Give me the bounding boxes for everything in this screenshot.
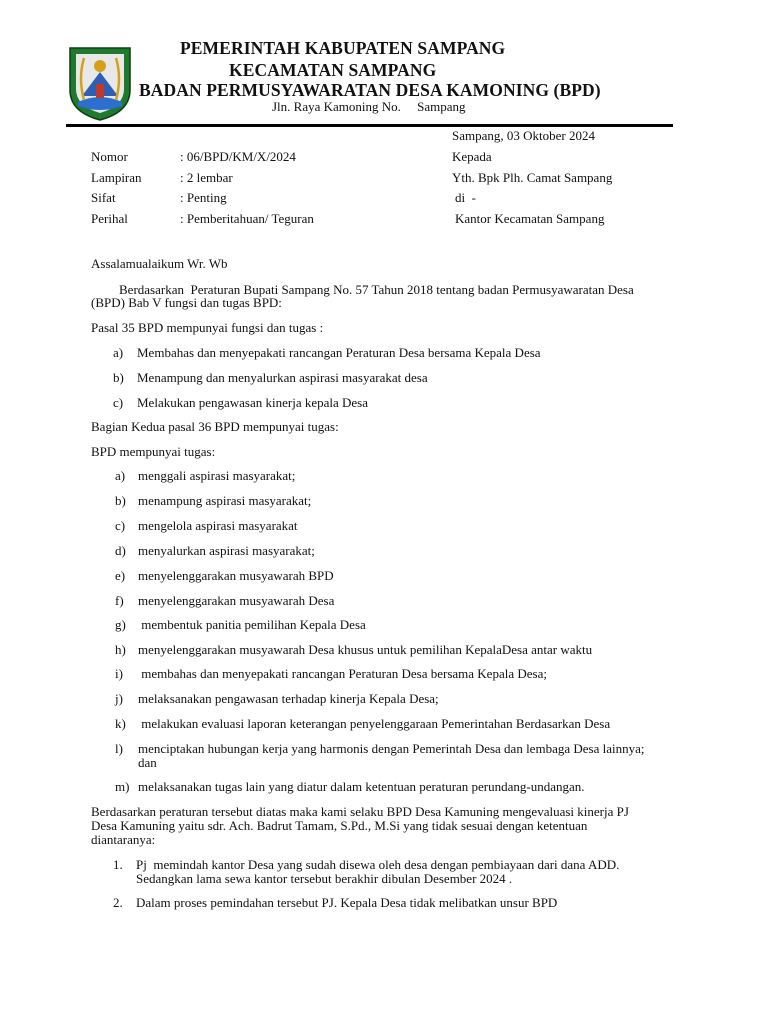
list-item: membentuk panitia pemilihan Kepala Desa	[138, 617, 366, 632]
list-item: Menampung dan menyalurkan aspirasi masyarakat desa	[137, 370, 428, 385]
letterhead-divider	[66, 124, 673, 127]
greeting: Assalamualaikum Wr. Wb	[91, 256, 228, 271]
list-marker: a)	[115, 468, 126, 483]
meta-value: : Pemberitahuan/ Teguran	[180, 211, 314, 226]
list-item: menyelenggarakan musyawarah Desa khusus untuk pemilihan KepalaDesa antar waktu	[138, 642, 593, 657]
paragraph-line: diantaranya:	[91, 832, 156, 847]
list-item: menggali aspirasi masyarakat;	[138, 468, 296, 483]
meta-label: Lampiran	[91, 170, 142, 185]
list-marker: k)	[115, 716, 126, 731]
list-item: membahas dan menyepakati rancangan Peraturan Desa bersama Kepala Desa;	[138, 666, 547, 681]
list-marker: m)	[115, 779, 130, 794]
list-marker: b)	[115, 493, 126, 508]
list-marker: i)	[115, 666, 123, 681]
list-item: menampung aspirasi masyarakat;	[138, 493, 312, 508]
meta-value: : Penting	[180, 190, 227, 205]
meta-label: Sifat	[91, 190, 116, 205]
recipient-line: Kepada	[452, 149, 492, 164]
letterhead-line3: BADAN PERMUSYAWARATAN DESA KAMONING (BPD)	[139, 80, 601, 100]
list-marker: 2.	[113, 895, 123, 910]
meta-value: : 06/BPD/KM/X/2024	[180, 149, 296, 164]
list-marker: g)	[115, 617, 126, 632]
letter-date: Sampang, 03 Oktober 2024	[452, 128, 595, 143]
list-marker: h)	[115, 642, 126, 657]
list-marker: a)	[113, 345, 124, 360]
list-item-cont: Sedangkan lama sewa kantor tersebut berakhir dibulan Desember 2024 .	[136, 871, 513, 886]
list-marker: b)	[113, 370, 124, 385]
list-marker: c)	[113, 395, 124, 410]
list-item: melakukan evaluasi laporan keterangan penyelenggaraan Pemerintahan Berdasarkan Desa	[138, 716, 611, 731]
letterhead-line1: PEMERINTAH KABUPATEN SAMPANG	[180, 38, 506, 58]
list-marker: f)	[115, 593, 124, 608]
recipient-line: di -	[455, 190, 476, 205]
list-marker: c)	[115, 518, 126, 533]
list-item: menyelenggarakan musyawarah Desa	[138, 593, 335, 608]
list-item-cont: dan	[138, 755, 157, 770]
recipient-line: Yth. Bpk Plh. Camat Sampang	[452, 170, 613, 185]
meta-label: Perihal	[91, 211, 128, 226]
tugas-heading: BPD mempunyai tugas:	[91, 444, 216, 459]
list-item: menciptakan hubungan kerja yang harmonis dengan Pemerintah Desa dan lembaga Desa lainnya;	[138, 741, 645, 756]
letterhead-address: Jln. Raya Kamoning No. Sampang	[272, 99, 466, 114]
intro-paragraph: Berdasarkan Peraturan Bupati Sampang No. 57 Tahun 2018 tentang badan Permusyawaratan Desa	[119, 282, 634, 297]
list-marker: e)	[115, 568, 126, 583]
list-marker: l)	[115, 741, 123, 756]
letterhead-line2: KECAMATAN SAMPANG	[229, 60, 437, 80]
list-item: mengelola aspirasi masyarakat	[138, 518, 298, 533]
meta-value: : 2 lembar	[180, 170, 233, 185]
list-marker: d)	[115, 543, 126, 558]
intro-paragraph-cont: (BPD) Bab V fungsi dan tugas BPD:	[91, 295, 282, 310]
list-item: melaksanakan tugas lain yang diatur dalam ketentuan peraturan perundang-undangan.	[138, 779, 585, 794]
list-item: menyalurkan aspirasi masyarakat;	[138, 543, 315, 558]
list-item: Pj memindah kantor Desa yang sudah disewa oleh desa dengan pembiayaan dari dana ADD.	[136, 857, 620, 872]
list-item: menyelenggarakan musyawarah BPD	[138, 568, 334, 583]
paragraph-line: Berdasarkan peraturan tersebut diatas maka kami selaku BPD Desa Kamuning mengevaluasi kinerja PJ	[91, 804, 629, 819]
pasal36-heading: Bagian Kedua pasal 36 BPD mempunyai tugas:	[91, 419, 339, 434]
list-item: Dalam proses pemindahan tersebut PJ. Kepala Desa tidak melibatkan unsur BPD	[136, 895, 558, 910]
list-item: melaksanakan pengawasan terhadap kinerja Kepala Desa;	[138, 691, 439, 706]
meta-label: Nomor	[91, 149, 128, 164]
list-marker: j)	[115, 691, 123, 706]
list-marker: 1.	[113, 857, 123, 872]
list-item: Melakukan pengawasan kinerja kepala Desa	[137, 395, 369, 410]
regency-coat-of-arms-icon	[66, 44, 134, 122]
paragraph-line: Desa Kamuning yaitu sdr. Ach. Badrut Tamam, S.Pd., M.Si yang tidak sesuai dengan ketentuan	[91, 818, 588, 833]
list-item: Membahas dan menyepakati rancangan Peraturan Desa bersama Kepala Desa	[137, 345, 541, 360]
pasal35-heading: Pasal 35 BPD mempunyai fungsi dan tugas :	[91, 320, 324, 335]
recipient-line: Kantor Kecamatan Sampang	[455, 211, 605, 226]
